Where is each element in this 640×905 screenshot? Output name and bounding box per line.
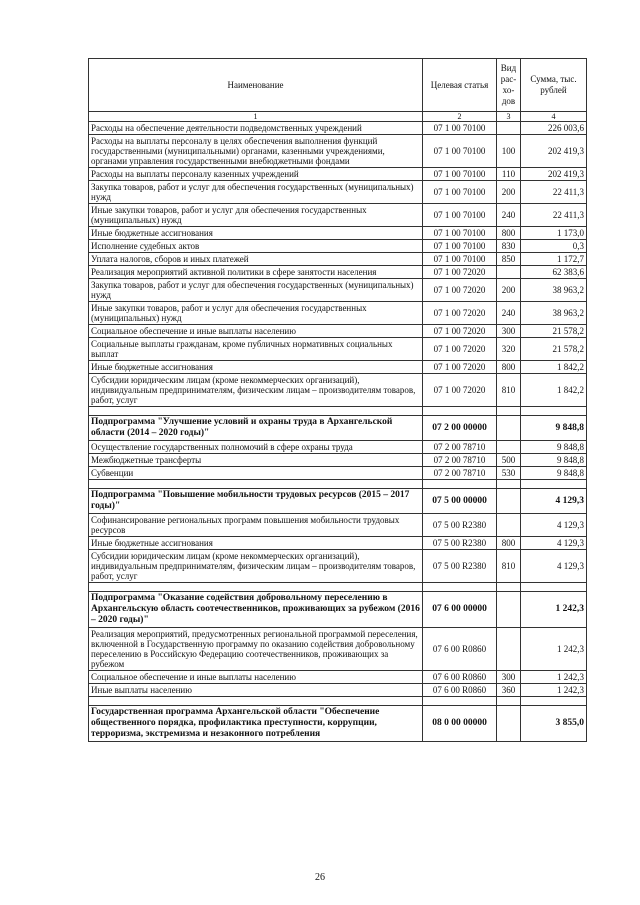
table-row	[89, 684, 587, 697]
row-expense-type-cell: 810	[497, 550, 521, 583]
row-name-cell: Закупка товаров, работ и услуг для обеспечения государственных (муниципальных) нужд	[89, 181, 423, 204]
table-row	[89, 240, 587, 253]
row-expense-type-cell	[497, 628, 521, 671]
row-target-article-cell: 07 2 00 78710	[423, 454, 497, 467]
row-name-cell: Иные бюджетные ассигнования	[89, 537, 423, 550]
row-sum-cell: 4 129,3	[521, 550, 587, 583]
row-name-cell: Закупка товаров, работ и услуг для обеспечения государственных (муниципальных) нужд	[89, 279, 423, 302]
row-sum-cell: 1 242,3	[521, 592, 587, 628]
program-row	[89, 489, 587, 514]
row-expense-type-cell	[497, 706, 521, 742]
row-target-article-cell: 07 1 00 72020	[423, 266, 497, 279]
row-name-cell: Расходы на выплаты персоналу в целях обеспечения выполнения функций государственными (муниципальными) органами, казенными учреждениями, органами управления государственными внебюджетными фондами	[89, 135, 423, 168]
column-number-row	[89, 112, 587, 122]
row-expense-type-cell: 800	[497, 361, 521, 374]
row-expense-type-cell: 320	[497, 338, 521, 361]
spacer-cell	[497, 407, 521, 416]
row-expense-type-cell: 530	[497, 467, 521, 480]
row-sum-cell: 4 129,3	[521, 537, 587, 550]
table-row	[89, 628, 587, 671]
row-sum-cell: 4 129,3	[521, 489, 587, 514]
row-name-cell: Субвенции	[89, 467, 423, 480]
row-name-cell: Государственная программа Архангельской области "Обеспечение общественного порядка, профилактика преступности, коррупции, терроризма, экстремизма и незаконного потребления	[89, 706, 423, 742]
row-target-article-cell: 07 6 00 00000	[423, 592, 497, 628]
column-number-1: 1	[89, 112, 423, 122]
row-target-article-cell: 07 1 00 72020	[423, 325, 497, 338]
table-row	[89, 514, 587, 537]
row-name-cell: Иные закупки товаров, работ и услуг для обеспечения государственных (муниципальных) нужд	[89, 204, 423, 227]
row-name-cell: Субсидии юридическим лицам (кроме некоммерческих организаций), индивидуальным предпринимателям, физическим лицам – производителям товаров, работ, услуг	[89, 550, 423, 583]
row-expense-type-cell: 800	[497, 537, 521, 550]
row-name-cell: Реализация мероприятий, предусмотренных региональной программой переселения, включенной в Государственную программу по оказанию содействия добровольному переселению в Российскую Федерацию соотечественников, проживающих за рубежом	[89, 628, 423, 671]
row-expense-type-cell: 850	[497, 253, 521, 266]
row-name-cell: Осуществление государственных полномочий в сфере охраны труда	[89, 441, 423, 454]
table-row	[89, 325, 587, 338]
row-expense-type-cell: 200	[497, 279, 521, 302]
row-sum-cell: 202 419,3	[521, 168, 587, 181]
spacer-cell	[89, 480, 423, 489]
row-sum-cell: 21 578,2	[521, 338, 587, 361]
header-target-article: Целевая статья	[423, 59, 497, 112]
row-target-article-cell: 07 5 00 R2380	[423, 514, 497, 537]
spacer-row	[89, 583, 587, 592]
row-target-article-cell: 07 5 00 R2380	[423, 550, 497, 583]
row-sum-cell: 9 848,8	[521, 416, 587, 441]
row-name-cell: Социальное обеспечение и иные выплаты населению	[89, 671, 423, 684]
spacer-cell	[497, 697, 521, 706]
program-row	[89, 592, 587, 628]
spacer-cell	[521, 697, 587, 706]
row-sum-cell: 9 848,8	[521, 454, 587, 467]
row-sum-cell: 202 419,3	[521, 135, 587, 168]
spacer-cell	[521, 480, 587, 489]
spacer-cell	[89, 583, 423, 592]
row-expense-type-cell: 810	[497, 374, 521, 407]
table-row	[89, 253, 587, 266]
row-sum-cell: 1 242,3	[521, 684, 587, 697]
row-expense-type-cell: 500	[497, 454, 521, 467]
row-target-article-cell: 07 1 00 70100	[423, 204, 497, 227]
row-expense-type-cell: 200	[497, 181, 521, 204]
spacer-cell	[423, 697, 497, 706]
row-name-cell: Расходы на выплаты персоналу казенных учреждений	[89, 168, 423, 181]
spacer-cell	[89, 697, 423, 706]
row-sum-cell: 1 242,3	[521, 671, 587, 684]
program-row	[89, 416, 587, 441]
table-row	[89, 537, 587, 550]
column-number-2: 2	[423, 112, 497, 122]
row-target-article-cell: 07 5 00 00000	[423, 489, 497, 514]
header-expense-type: Вид рас-хо-дов	[497, 59, 521, 112]
row-expense-type-cell: 300	[497, 325, 521, 338]
row-target-article-cell: 07 1 00 70100	[423, 240, 497, 253]
row-expense-type-cell: 830	[497, 240, 521, 253]
table-row	[89, 122, 587, 135]
row-target-article-cell: 07 1 00 72020	[423, 361, 497, 374]
spacer-cell	[521, 407, 587, 416]
column-number-4: 4	[521, 112, 587, 122]
row-target-article-cell: 07 1 00 72020	[423, 302, 497, 325]
row-sum-cell: 38 963,2	[521, 279, 587, 302]
row-sum-cell: 0,3	[521, 240, 587, 253]
table-row	[89, 302, 587, 325]
row-target-article-cell: 07 6 00 R0860	[423, 684, 497, 697]
row-target-article-cell: 07 1 00 72020	[423, 338, 497, 361]
row-sum-cell: 1 172,7	[521, 253, 587, 266]
row-sum-cell: 226 003,6	[521, 122, 587, 135]
spacer-row	[89, 407, 587, 416]
row-target-article-cell: 07 6 00 R0860	[423, 671, 497, 684]
row-target-article-cell: 07 1 00 72020	[423, 279, 497, 302]
table-row	[89, 168, 587, 181]
row-sum-cell: 1 842,2	[521, 374, 587, 407]
row-expense-type-cell: 240	[497, 204, 521, 227]
spacer-row	[89, 697, 587, 706]
row-expense-type-cell: 100	[497, 135, 521, 168]
row-sum-cell: 62 383,6	[521, 266, 587, 279]
row-expense-type-cell	[497, 489, 521, 514]
row-expense-type-cell	[497, 416, 521, 441]
row-name-cell: Подпрограмма "Улучшение условий и охраны труда в Архангельской области (2014 – 2020 годы)"	[89, 416, 423, 441]
row-target-article-cell: 07 5 00 R2380	[423, 537, 497, 550]
row-sum-cell: 1 173,0	[521, 227, 587, 240]
row-name-cell: Подпрограмма "Повышение мобильности трудовых ресурсов (2015 – 2017 годы)"	[89, 489, 423, 514]
row-sum-cell: 22 411,3	[521, 181, 587, 204]
row-target-article-cell: 07 6 00 R0860	[423, 628, 497, 671]
row-name-cell: Иные бюджетные ассигнования	[89, 361, 423, 374]
row-name-cell: Социальные выплаты гражданам, кроме публичных нормативных социальных выплат	[89, 338, 423, 361]
row-target-article-cell: 07 1 00 70100	[423, 168, 497, 181]
row-target-article-cell: 07 1 00 70100	[423, 135, 497, 168]
row-target-article-cell: 07 1 00 72020	[423, 374, 497, 407]
table-row	[89, 338, 587, 361]
table-row	[89, 374, 587, 407]
table-row	[89, 671, 587, 684]
table-header-row	[89, 59, 587, 112]
row-name-cell: Исполнение судебных актов	[89, 240, 423, 253]
spacer-row	[89, 480, 587, 489]
row-target-article-cell: 07 2 00 78710	[423, 467, 497, 480]
row-target-article-cell: 07 2 00 00000	[423, 416, 497, 441]
row-expense-type-cell: 300	[497, 671, 521, 684]
row-target-article-cell: 07 1 00 70100	[423, 181, 497, 204]
row-expense-type-cell	[497, 514, 521, 537]
spacer-cell	[423, 583, 497, 592]
table-row	[89, 279, 587, 302]
row-expense-type-cell: 240	[497, 302, 521, 325]
row-name-cell: Софинансирование региональных программ повышения мобильности трудовых ресурсов	[89, 514, 423, 537]
row-target-article-cell: 07 1 00 70100	[423, 122, 497, 135]
row-name-cell: Подпрограмма "Оказание содействия добровольному переселению в Архангельскую область соотечественников, проживающих за рубежом (2016 – 2020 годы)"	[89, 592, 423, 628]
row-name-cell: Иные закупки товаров, работ и услуг для обеспечения государственных (муниципальных) нужд	[89, 302, 423, 325]
program-row	[89, 706, 587, 742]
spacer-cell	[89, 407, 423, 416]
table-row	[89, 441, 587, 454]
table-row	[89, 550, 587, 583]
budget-table	[88, 58, 587, 742]
table-row	[89, 467, 587, 480]
spacer-cell	[423, 407, 497, 416]
header-sum: Сумма, тыс. рублей	[521, 59, 587, 112]
row-name-cell: Иные бюджетные ассигнования	[89, 227, 423, 240]
table-row	[89, 181, 587, 204]
row-expense-type-cell: 800	[497, 227, 521, 240]
spacer-cell	[497, 480, 521, 489]
row-name-cell: Расходы на обеспечение деятельности подведомственных учреждений	[89, 122, 423, 135]
row-sum-cell: 1 842,2	[521, 361, 587, 374]
spacer-cell	[521, 583, 587, 592]
row-expense-type-cell: 110	[497, 168, 521, 181]
row-name-cell: Субсидии юридическим лицам (кроме некоммерческих организаций), индивидуальным предпринимателям, физическим лицам – производителям товаров, работ, услуг	[89, 374, 423, 407]
row-name-cell: Иные выплаты населению	[89, 684, 423, 697]
table-row	[89, 454, 587, 467]
spacer-cell	[497, 583, 521, 592]
row-name-cell: Социальное обеспечение и иные выплаты населению	[89, 325, 423, 338]
row-target-article-cell: 07 2 00 78710	[423, 441, 497, 454]
row-sum-cell: 4 129,3	[521, 514, 587, 537]
row-expense-type-cell	[497, 122, 521, 135]
spacer-cell	[423, 480, 497, 489]
row-sum-cell: 9 848,8	[521, 467, 587, 480]
row-expense-type-cell: 360	[497, 684, 521, 697]
table-row	[89, 204, 587, 227]
row-target-article-cell: 07 1 00 70100	[423, 227, 497, 240]
row-target-article-cell: 07 1 00 70100	[423, 253, 497, 266]
header-name: Наименование	[89, 59, 423, 112]
row-sum-cell: 22 411,3	[521, 204, 587, 227]
table-row	[89, 266, 587, 279]
row-name-cell: Межбюджетные трансферты	[89, 454, 423, 467]
table-row	[89, 361, 587, 374]
table-row	[89, 135, 587, 168]
column-number-3: 3	[497, 112, 521, 122]
row-sum-cell: 1 242,3	[521, 628, 587, 671]
row-expense-type-cell	[497, 266, 521, 279]
table-row	[89, 227, 587, 240]
row-expense-type-cell	[497, 441, 521, 454]
page-number: 26	[315, 872, 325, 883]
row-sum-cell: 38 963,2	[521, 302, 587, 325]
row-sum-cell: 3 855,0	[521, 706, 587, 742]
row-name-cell: Уплата налогов, сборов и иных платежей	[89, 253, 423, 266]
row-expense-type-cell	[497, 592, 521, 628]
row-sum-cell: 9 848,8	[521, 441, 587, 454]
row-sum-cell: 21 578,2	[521, 325, 587, 338]
row-name-cell: Реализация мероприятий активной политики в сфере занятости населения	[89, 266, 423, 279]
row-target-article-cell: 08 0 00 00000	[423, 706, 497, 742]
